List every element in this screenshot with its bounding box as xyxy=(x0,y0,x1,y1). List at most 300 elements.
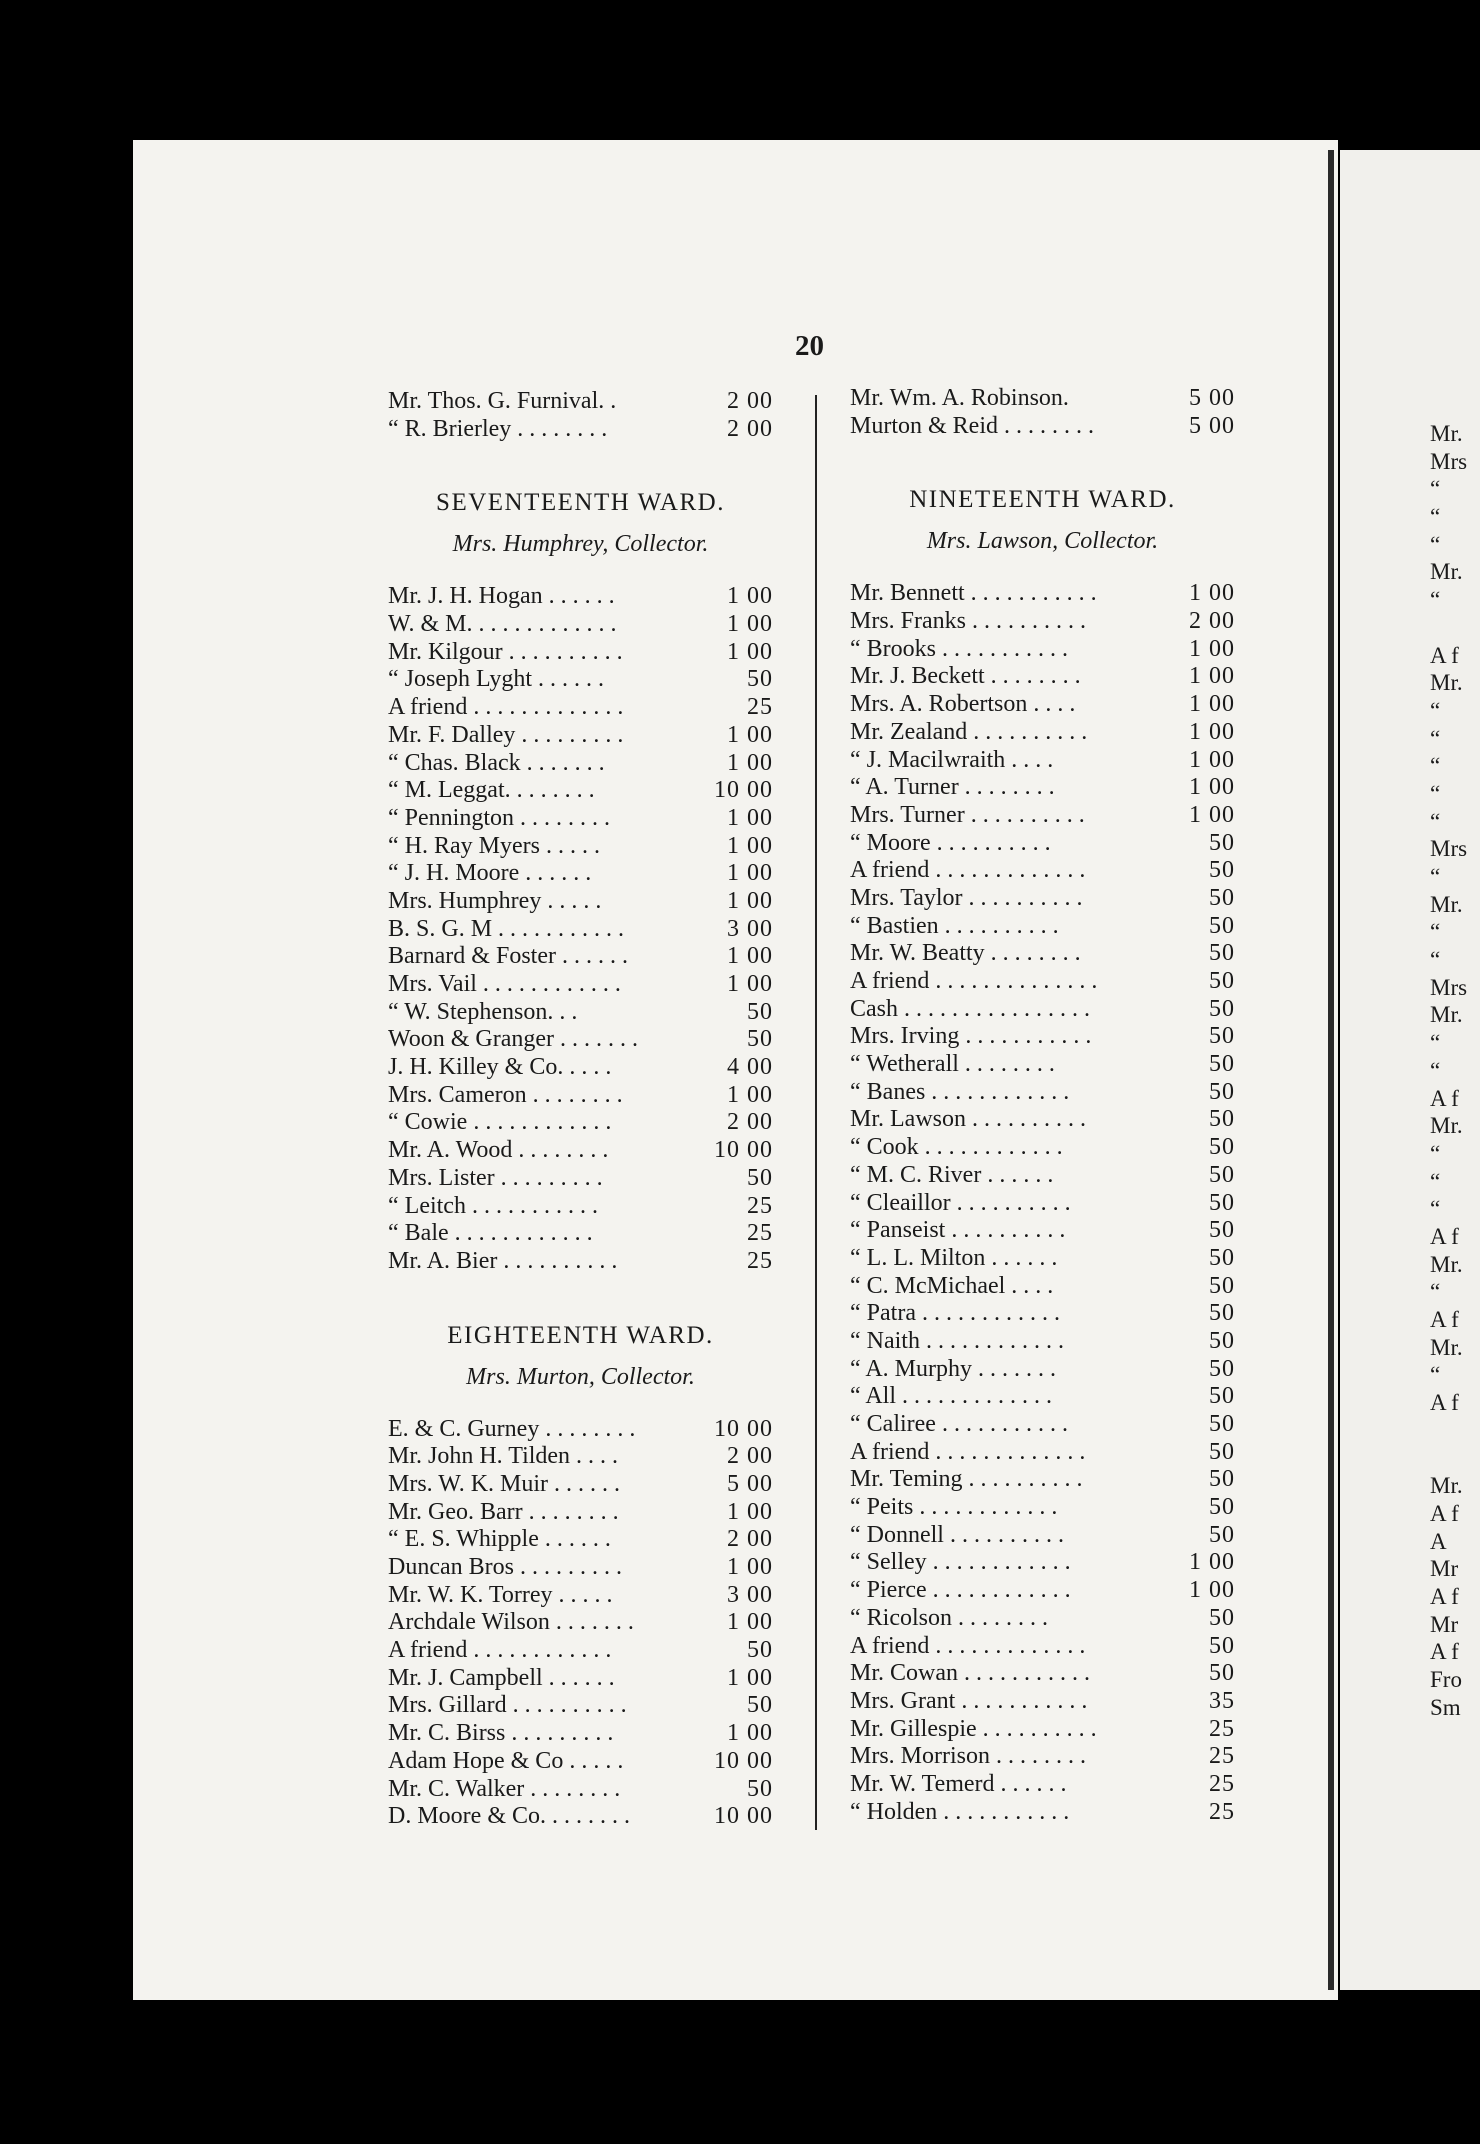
ward-18-title: EIGHTEENTH WARD. xyxy=(447,1321,714,1349)
subscription-entry xyxy=(850,663,1235,691)
adjacent-page-fragment: “ xyxy=(1430,587,1441,613)
adjacent-page-fragment: “ xyxy=(1430,864,1441,889)
adjacent-page-fragment: “ xyxy=(1430,1030,1441,1056)
adjacent-page-fragment: “ xyxy=(1430,753,1441,779)
donor-name: “ Joseph Lyght . . . . . . xyxy=(388,666,604,693)
donation-amount: 50 xyxy=(747,1026,773,1053)
donor-name: Mrs. Morrison . . . . . . . . xyxy=(850,1743,1087,1770)
donor-name: “ Selley . . . . . . . . . . . . xyxy=(850,1549,1071,1576)
adjacent-page-fragment: Sm xyxy=(1430,1694,1461,1720)
adjacent-page-fragment: A f xyxy=(1430,1639,1459,1665)
donation-amount: 25 xyxy=(747,1220,773,1247)
donation-amount: 50 xyxy=(1209,1189,1235,1216)
subscription-entry xyxy=(388,1609,773,1637)
donation-amount: 5 00 xyxy=(727,1470,773,1497)
donation-amount: 1 00 xyxy=(727,1720,773,1747)
donor-name: E. & C. Gurney . . . . . . . . xyxy=(388,1415,636,1442)
subscription-entry xyxy=(388,722,773,750)
donation-amount: 50 xyxy=(1209,1051,1235,1078)
subscription-entry xyxy=(850,1051,1235,1079)
subscription-entry xyxy=(850,1466,1235,1494)
donation-amount: 25 xyxy=(747,1247,773,1274)
donor-name: “ Pennington . . . . . . . . xyxy=(388,804,610,831)
donor-name: A friend . . . . . . . . . . . . . xyxy=(850,1438,1086,1465)
adjacent-page-fragment: “ xyxy=(1430,1196,1441,1222)
donation-amount: 25 xyxy=(1209,1715,1235,1742)
adjacent-page-fragment: A f xyxy=(1430,1500,1459,1526)
subscription-entry xyxy=(850,719,1235,747)
adjacent-page-fragment: A f xyxy=(1430,1223,1459,1249)
donation-amount: 2 00 xyxy=(727,1109,773,1136)
ward-18-list xyxy=(388,1416,773,1831)
subscription-entry xyxy=(388,1165,773,1193)
donation-amount: 25 xyxy=(1209,1770,1235,1797)
donor-name: A friend . . . . . . . . . . . . . xyxy=(388,694,624,721)
donor-name: “ Bale . . . . . . . . . . . . xyxy=(388,1220,593,1247)
donation-amount: 1 00 xyxy=(727,804,773,831)
donor-name: Woon & Granger . . . . . . . xyxy=(388,1026,639,1053)
donor-name: Mrs. Franks . . . . . . . . . . xyxy=(850,608,1087,635)
adjacent-page-fragment: Mrs xyxy=(1430,836,1468,862)
donation-amount: 50 xyxy=(1209,1383,1235,1410)
donor-name: Mr. W. K. Torrey . . . . . xyxy=(388,1581,613,1608)
subscription-entry xyxy=(388,805,773,833)
donor-name: “ Ricolson . . . . . . . . xyxy=(850,1604,1048,1631)
donor-name: “ Banes . . . . . . . . . . . . xyxy=(850,1078,1070,1105)
donor-name: Mrs. Vail . . . . . . . . . . . . xyxy=(388,971,621,997)
donation-amount: 35 xyxy=(1209,1687,1235,1714)
subscription-entry xyxy=(850,1716,1235,1744)
donation-amount: 50 xyxy=(747,1637,773,1664)
donation-amount: 50 xyxy=(1209,884,1235,911)
donor-name: “ Brooks . . . . . . . . . . . xyxy=(850,635,1068,662)
donation-amount: 50 xyxy=(1209,995,1235,1022)
adjacent-page-fragment: “ xyxy=(1430,919,1441,945)
donation-amount: 50 xyxy=(1209,1161,1235,1188)
donor-name: Barnard & Foster . . . . . . xyxy=(388,943,628,970)
donation-amount: 2 00 xyxy=(727,1526,773,1553)
donation-amount: 50 xyxy=(1209,1355,1235,1382)
donor-name: Mr. Zealand . . . . . . . . . . xyxy=(850,718,1088,745)
adjacent-page-fragment: “ xyxy=(1430,1279,1441,1305)
subscription-entry xyxy=(388,1026,773,1054)
adjacent-page-fragment: “ xyxy=(1430,1057,1441,1083)
adjacent-page-fragment: A f xyxy=(1430,642,1459,668)
subscription-entry xyxy=(388,1582,773,1610)
left-column xyxy=(388,388,773,1831)
donor-name: “ Cowie . . . . . . . . . . . . xyxy=(388,1109,612,1136)
subscription-entry xyxy=(388,1471,773,1499)
subscription-entry xyxy=(388,388,773,416)
subscription-entry xyxy=(850,1023,1235,1051)
donor-name: “ Cleaillor . . . . . . . . . . xyxy=(850,1189,1071,1216)
subscription-entry xyxy=(850,1106,1235,1134)
subscription-entry xyxy=(388,1499,773,1527)
donor-name: Mr. F. Dalley . . . . . . . . . xyxy=(388,721,624,748)
subscription-entry xyxy=(850,1549,1235,1577)
donation-amount: 1 00 xyxy=(1189,746,1235,773)
subscription-entry xyxy=(850,885,1235,913)
subscription-entry xyxy=(388,1248,773,1276)
subscription-entry xyxy=(388,1720,773,1748)
subscription-entry xyxy=(388,1137,773,1165)
donor-name: Mrs. Gillard . . . . . . . . . . xyxy=(388,1692,627,1719)
donor-name: “ Donnell . . . . . . . . . . xyxy=(850,1521,1064,1548)
donation-amount: 25 xyxy=(1209,1798,1235,1825)
subscription-entry xyxy=(850,774,1235,802)
subscription-entry xyxy=(388,416,773,444)
donation-amount: 50 xyxy=(1209,1106,1235,1133)
donation-amount: 1 00 xyxy=(727,943,773,970)
donation-amount: 1 00 xyxy=(727,721,773,748)
donor-name: A friend . . . . . . . . . . . . . . xyxy=(850,968,1098,994)
donation-amount: 50 xyxy=(1209,968,1235,994)
subscription-entry xyxy=(850,1411,1235,1439)
subscription-entry xyxy=(388,1776,773,1804)
ward-18-collector: Mrs. Murton, Collector. xyxy=(466,1363,695,1390)
donation-amount: 50 xyxy=(747,1692,773,1719)
donor-name: “ Bastien . . . . . . . . . . xyxy=(850,912,1059,939)
donation-amount: 50 xyxy=(1209,1466,1235,1493)
donation-amount: 3 00 xyxy=(727,915,773,942)
subscription-entry xyxy=(388,694,773,722)
donation-amount: 25 xyxy=(1209,1743,1235,1770)
donation-amount: 1 00 xyxy=(727,832,773,859)
subscription-entry xyxy=(388,888,773,916)
subscription-entry xyxy=(850,1743,1235,1771)
donor-name: “ Chas. Black . . . . . . . xyxy=(388,749,605,776)
right-column-top-entries xyxy=(850,385,1235,440)
subscription-entry xyxy=(850,940,1235,968)
donor-name: Murton & Reid . . . . . . . . xyxy=(850,412,1094,439)
subscription-entry xyxy=(850,1162,1235,1190)
donor-name: Mr. Wm. A. Robinson. xyxy=(850,385,1069,411)
adjacent-page-fragment: Mr. xyxy=(1430,891,1463,917)
adjacent-page-fragment: Mrs xyxy=(1430,974,1468,1000)
adjacent-page-fragment: A f xyxy=(1430,1307,1459,1332)
ward-17-list xyxy=(388,583,773,1275)
donation-amount: 1 00 xyxy=(727,1498,773,1525)
donor-name: “ All . . . . . . . . . . . . . xyxy=(850,1383,1052,1410)
subscription-entry xyxy=(388,916,773,944)
donation-amount: 10 00 xyxy=(714,1747,773,1774)
adjacent-page-fragment: Mr. xyxy=(1430,559,1463,585)
subscription-entry xyxy=(850,1356,1235,1384)
donation-amount: 1 00 xyxy=(1189,718,1235,745)
donor-name: “ A. Murphy . . . . . . . xyxy=(850,1355,1056,1382)
donation-amount: 1 00 xyxy=(1189,580,1235,607)
donation-amount: 1 00 xyxy=(1189,635,1235,662)
donor-name: “ J. H. Moore . . . . . . xyxy=(388,860,592,887)
donation-amount: 10 00 xyxy=(714,777,773,804)
donation-amount: 50 xyxy=(1209,1327,1235,1354)
subscription-entry xyxy=(850,636,1235,664)
subscription-entry xyxy=(850,747,1235,775)
donor-name: “ Caliree . . . . . . . . . . . xyxy=(850,1411,1068,1437)
donation-amount: 50 xyxy=(1209,1217,1235,1244)
subscription-entry xyxy=(850,691,1235,719)
subscription-entry xyxy=(850,1439,1235,1467)
donor-name: Mrs. Turner . . . . . . . . . . xyxy=(850,801,1085,828)
donor-name: Mrs. A. Robertson . . . . xyxy=(850,691,1076,718)
subscription-entry xyxy=(850,1494,1235,1522)
donor-name: Mr. W. Beatty . . . . . . . . xyxy=(850,940,1081,967)
subscription-entry xyxy=(388,1803,773,1831)
adjacent-page-fragment: A xyxy=(1430,1528,1447,1554)
donation-amount: 4 00 xyxy=(727,1054,773,1081)
subscription-entry xyxy=(388,1193,773,1221)
subscription-entry xyxy=(850,1688,1235,1716)
donation-amount: 1 00 xyxy=(727,1081,773,1108)
subscription-entry xyxy=(388,639,773,667)
donation-amount: 1 00 xyxy=(1189,1549,1235,1576)
donation-amount: 50 xyxy=(1209,1300,1235,1327)
column-divider xyxy=(815,395,817,1830)
donation-amount: 50 xyxy=(1209,912,1235,939)
adjacent-page-fragment: A f xyxy=(1430,1085,1459,1111)
donor-name: “ C. McMichael . . . . xyxy=(850,1272,1054,1299)
adjacent-page-fragment: “ xyxy=(1430,1362,1441,1388)
donor-name: Mrs. Irving . . . . . . . . . . . xyxy=(850,1023,1092,1050)
donation-amount: 5 00 xyxy=(1189,412,1235,439)
adjacent-page-fragment: “ xyxy=(1430,808,1441,834)
adjacent-page-fragment: Mr. xyxy=(1430,670,1463,696)
adjacent-page-fragment: A f xyxy=(1430,1390,1459,1416)
page-fold xyxy=(1328,150,1334,1990)
adjacent-page-fragment: “ xyxy=(1430,1168,1441,1194)
ward-19-title: NINETEENTH WARD. xyxy=(909,486,1176,514)
donation-amount: 1 00 xyxy=(727,971,773,997)
donor-name: Mr. Bennett . . . . . . . . . . . xyxy=(850,580,1097,607)
ward-19-collector: Mrs. Lawson, Collector. xyxy=(926,528,1159,555)
subscription-entry xyxy=(850,1522,1235,1550)
subscription-entry xyxy=(850,1079,1235,1107)
donation-amount: 10 00 xyxy=(714,1415,773,1442)
donation-amount: 2 00 xyxy=(727,1443,773,1470)
donor-name: “ Leitch . . . . . . . . . . . xyxy=(388,1192,598,1219)
donation-amount: 50 xyxy=(1209,1134,1235,1161)
adjacent-page-fragment: “ xyxy=(1430,1140,1441,1166)
adjacent-page-fragment: Mr. xyxy=(1430,1334,1463,1360)
donation-amount: 50 xyxy=(1209,1521,1235,1548)
adjacent-page-fragment: Mr xyxy=(1430,1556,1459,1582)
adjacent-page-fragment: Mr. xyxy=(1430,1473,1463,1499)
donor-name: Mrs. Taylor . . . . . . . . . . xyxy=(850,884,1083,911)
subscription-entry xyxy=(388,583,773,611)
subscription-entry xyxy=(388,1416,773,1444)
subscription-entry xyxy=(850,1660,1235,1688)
subscription-entry xyxy=(850,1328,1235,1356)
subscription-entry xyxy=(388,1109,773,1137)
donor-name: Mr. A. Bier . . . . . . . . . . xyxy=(388,1247,618,1274)
donation-amount: 50 xyxy=(1209,1023,1235,1050)
donor-name: Archdale Wilson . . . . . . . xyxy=(388,1609,634,1636)
subscription-entry xyxy=(850,857,1235,885)
donor-name: Mr. A. Wood . . . . . . . . xyxy=(388,1137,609,1164)
adjacent-page-fragment: “ xyxy=(1430,697,1441,723)
donor-name: “ J. Macilwraith . . . . xyxy=(850,746,1054,773)
donation-amount: 50 xyxy=(1209,1604,1235,1631)
subscription-entry xyxy=(388,1526,773,1554)
subscription-entry xyxy=(850,385,1235,413)
subscription-entry xyxy=(850,1217,1235,1245)
donor-name: “ Patra . . . . . . . . . . . . xyxy=(850,1300,1060,1327)
donation-amount: 2 00 xyxy=(727,388,773,414)
donor-name: Mr. C. Birss . . . . . . . . . xyxy=(388,1720,614,1747)
donor-name: “ Cook . . . . . . . . . . . . xyxy=(850,1134,1063,1161)
adjacent-page-fragment: “ xyxy=(1430,476,1441,502)
subscription-entry xyxy=(850,1245,1235,1273)
donation-amount: 50 xyxy=(1209,1494,1235,1521)
adjacent-page xyxy=(1340,150,1480,1990)
donor-name: “ L. L. Milton . . . . . . xyxy=(850,1244,1058,1271)
subscription-entry xyxy=(388,666,773,694)
adjacent-page-fragment xyxy=(1340,1417,1480,1445)
donor-name: Mr. John H. Tilden . . . . xyxy=(388,1443,619,1470)
subscription-entry xyxy=(850,1633,1235,1661)
donor-name: A friend . . . . . . . . . . . . . xyxy=(850,857,1086,884)
right-column xyxy=(850,385,1235,1826)
donor-name: Mr. J. H. Hogan . . . . . . xyxy=(388,583,615,610)
donor-name: Mr. Cowan . . . . . . . . . . . xyxy=(850,1660,1090,1687)
donor-name: Mr. J. Beckett . . . . . . . . xyxy=(850,663,1081,690)
subscription-entry xyxy=(850,968,1235,996)
donor-name: Mr. C. Walker . . . . . . . . xyxy=(388,1775,621,1802)
donor-name: Mr. J. Campbell . . . . . . xyxy=(388,1664,615,1691)
donor-name: Mrs. W. K. Muir . . . . . . xyxy=(388,1470,621,1497)
donor-name: Mr. W. Temerd . . . . . . xyxy=(850,1770,1067,1797)
adjacent-page-fragment: “ xyxy=(1430,725,1441,751)
subscription-entry xyxy=(388,971,773,999)
donor-name: Mrs. Lister . . . . . . . . . xyxy=(388,1164,603,1191)
donor-name: Mr. Teming . . . . . . . . . . xyxy=(850,1466,1083,1493)
donation-amount: 1 00 xyxy=(727,860,773,887)
ward-19-list xyxy=(850,580,1235,1826)
subscription-entry xyxy=(850,413,1235,441)
subscription-entry xyxy=(388,1054,773,1082)
donation-amount: 50 xyxy=(747,1164,773,1191)
donor-name: A friend . . . . . . . . . . . . xyxy=(388,1637,612,1664)
donor-name: Mr. Gillespie . . . . . . . . . . xyxy=(850,1715,1097,1742)
donation-amount: 1 00 xyxy=(1189,663,1235,690)
donation-amount: 1 00 xyxy=(727,887,773,914)
adjacent-page-fragment: Mr xyxy=(1430,1611,1459,1637)
donation-amount: 1 00 xyxy=(727,583,773,610)
adjacent-page-fragment: Fro xyxy=(1430,1666,1462,1692)
donation-amount: 50 xyxy=(1209,857,1235,884)
donor-name: “ Moore . . . . . . . . . . xyxy=(850,829,1051,856)
donor-name: “ Wetherall . . . . . . . . xyxy=(850,1051,1055,1078)
donor-name: Mrs. Humphrey . . . . . xyxy=(388,887,602,914)
subscription-entry xyxy=(388,1220,773,1248)
donor-name: “ W. Stephenson. . . xyxy=(388,998,578,1025)
adjacent-page-fragment xyxy=(1340,614,1480,642)
donation-amount: 50 xyxy=(1209,940,1235,967)
donation-amount: 1 00 xyxy=(727,1664,773,1691)
subscription-entry xyxy=(388,1637,773,1665)
donor-name: Mr. Geo. Barr . . . . . . . . xyxy=(388,1498,619,1525)
donation-amount: 3 00 xyxy=(727,1581,773,1608)
donation-amount: 1 00 xyxy=(727,611,773,638)
donation-amount: 10 00 xyxy=(714,1803,773,1830)
donor-name: “ H. Ray Myers . . . . . xyxy=(388,832,600,859)
donation-amount: 50 xyxy=(1209,1078,1235,1105)
donor-name: “ A. Turner . . . . . . . . xyxy=(850,774,1055,801)
subscription-entry xyxy=(850,608,1235,636)
donation-amount: 50 xyxy=(1209,1660,1235,1687)
subscription-entry xyxy=(850,996,1235,1024)
ward-17-title: SEVENTEENTH WARD. xyxy=(436,489,725,517)
subscription-entry xyxy=(388,750,773,778)
left-column-top-entries xyxy=(388,388,773,443)
donor-name: “ Naith . . . . . . . . . . . . xyxy=(850,1327,1064,1354)
adjacent-page-fragment: Mr. xyxy=(1430,1251,1463,1277)
donation-amount: 1 00 xyxy=(1189,801,1235,828)
donor-name: Duncan Bros . . . . . . . . . xyxy=(388,1554,622,1580)
donation-amount: 1 00 xyxy=(727,1554,773,1580)
adjacent-page-fragment: Mr. xyxy=(1430,1113,1463,1139)
adjacent-page-fragment: Mr. xyxy=(1430,421,1463,446)
subscription-entry xyxy=(850,830,1235,858)
subscription-entry xyxy=(850,1300,1235,1328)
subscription-entry xyxy=(850,1577,1235,1605)
donation-amount: 2 00 xyxy=(727,415,773,442)
subscription-entry xyxy=(850,1273,1235,1301)
donation-amount: 25 xyxy=(747,1192,773,1219)
subscription-entry xyxy=(388,1082,773,1110)
donation-amount: 50 xyxy=(1209,1632,1235,1659)
donor-name: “ Pierce . . . . . . . . . . . . xyxy=(850,1577,1071,1604)
adjacent-page-fragment xyxy=(1340,1444,1480,1472)
donation-amount: 1 00 xyxy=(1189,1577,1235,1604)
subscription-entry xyxy=(388,1554,773,1582)
donation-amount: 1 00 xyxy=(1189,774,1235,801)
donation-amount: 1 00 xyxy=(1189,691,1235,718)
donor-name: “ M. C. River . . . . . . xyxy=(850,1161,1054,1188)
subscription-entry xyxy=(388,999,773,1027)
subscription-entry xyxy=(388,1443,773,1471)
adjacent-page-fragment: “ xyxy=(1430,504,1441,530)
adjacent-page-fragment: Mr. xyxy=(1430,1002,1463,1028)
donor-name: Cash . . . . . . . . . . . . . . . . xyxy=(850,995,1090,1022)
donor-name: Mr. Thos. G. Furnival. . xyxy=(388,388,617,414)
donation-amount: 50 xyxy=(1209,1438,1235,1465)
subscription-entry xyxy=(850,580,1235,608)
page-number: 20 xyxy=(795,330,824,362)
donation-amount: 50 xyxy=(747,1775,773,1802)
subscription-entry xyxy=(850,1771,1235,1799)
donation-amount: 25 xyxy=(747,694,773,721)
subscription-entry xyxy=(850,1605,1235,1633)
subscription-entry xyxy=(850,1190,1235,1218)
subscription-entry xyxy=(388,860,773,888)
adjacent-page-fragment: “ xyxy=(1430,780,1441,806)
subscription-entry xyxy=(388,1692,773,1720)
subscription-entry xyxy=(388,1748,773,1776)
subscription-entry xyxy=(850,913,1235,941)
donation-amount: 50 xyxy=(747,666,773,693)
donor-name: “ Panseist . . . . . . . . . . xyxy=(850,1217,1066,1244)
donor-name: Adam Hope & Co . . . . . xyxy=(388,1747,624,1774)
adjacent-page-fragment: “ xyxy=(1430,531,1441,557)
donor-name: Mr. Kilgour . . . . . . . . . . xyxy=(388,638,623,665)
donation-amount: 10 00 xyxy=(714,1137,773,1164)
donor-name: D. Moore & Co. . . . . . . . xyxy=(388,1803,630,1830)
subscription-entry xyxy=(850,1799,1235,1827)
donation-amount: 1 00 xyxy=(727,1609,773,1636)
subscription-entry xyxy=(388,1665,773,1693)
donor-name: “ Peits . . . . . . . . . . . . xyxy=(850,1494,1058,1521)
